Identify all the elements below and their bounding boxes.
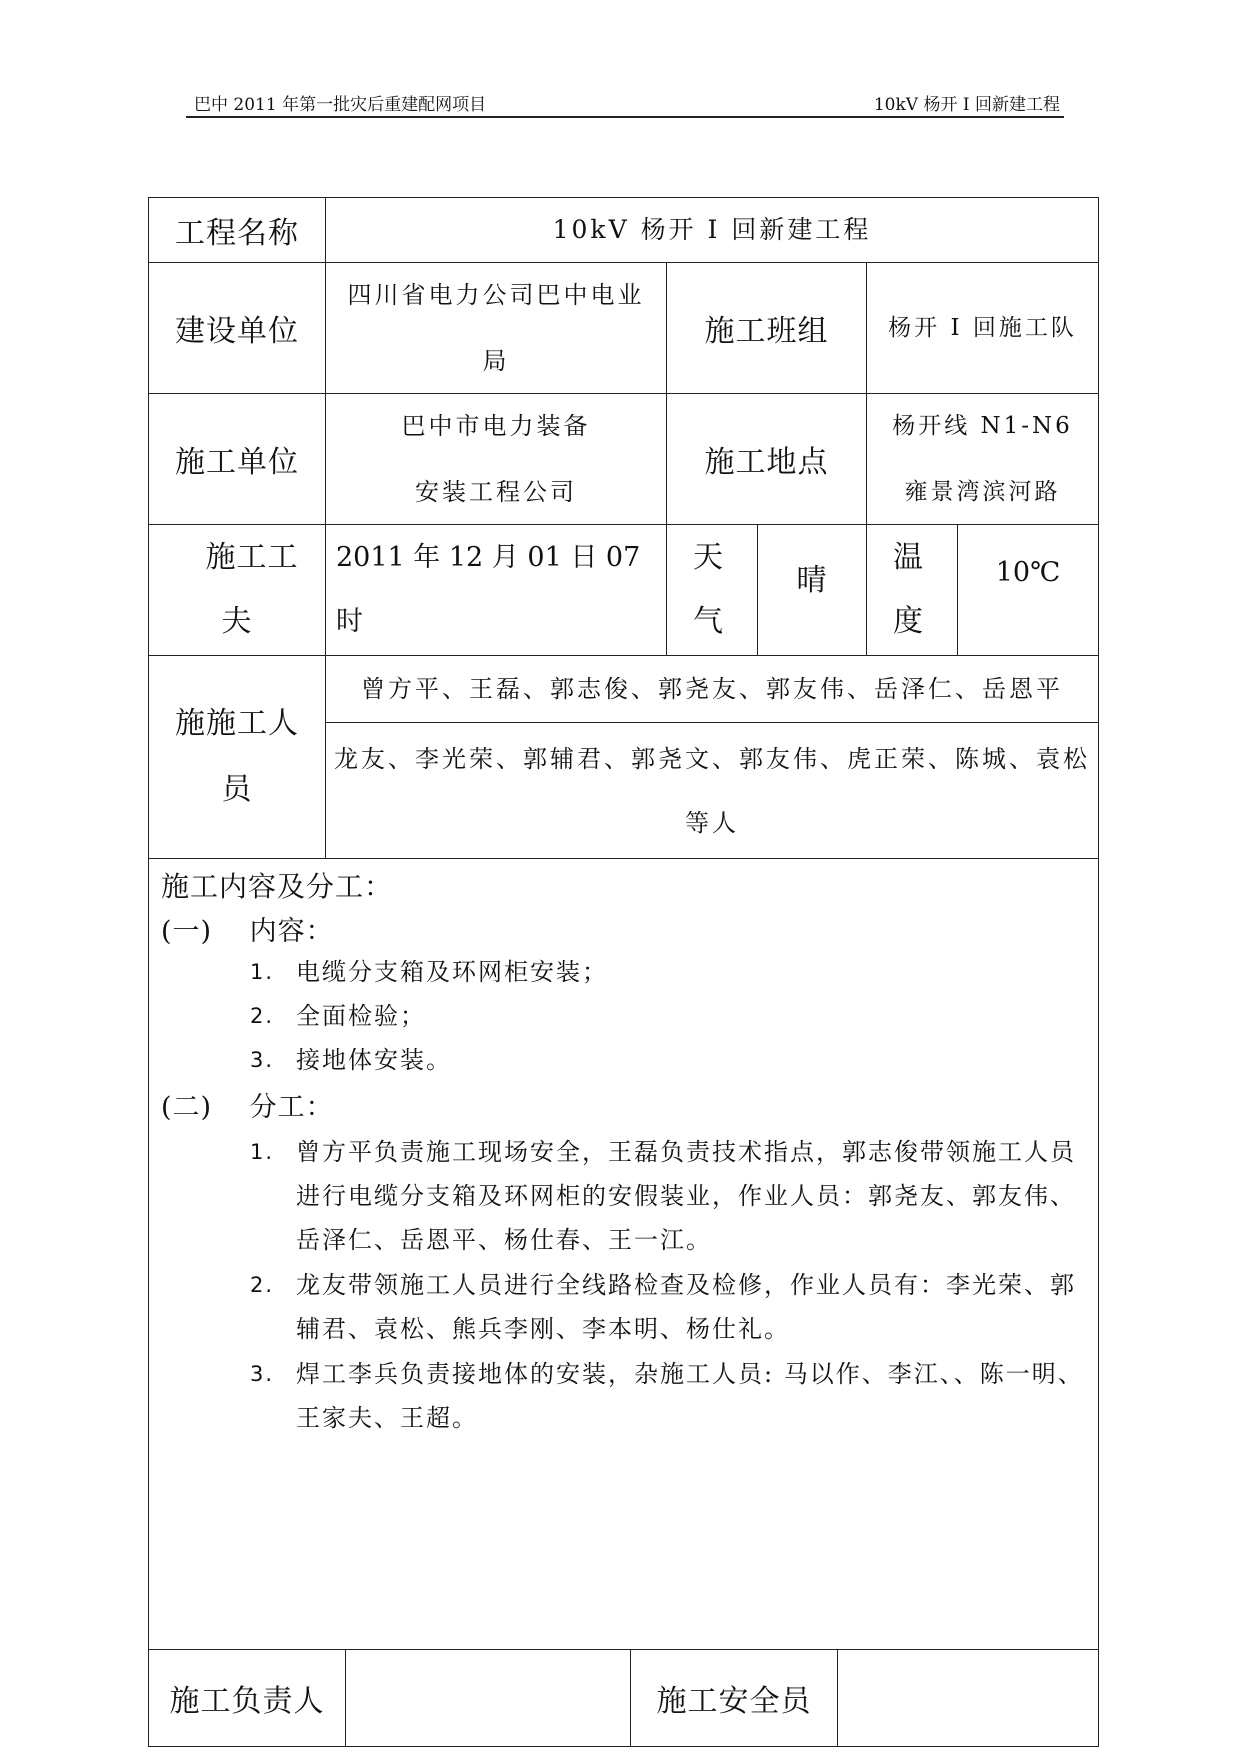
list-item-number: 2. (250, 1004, 275, 1028)
list-item-text: 焊工李兵负责接地体的安装，杂施工人员: 马以作、李江、、陈一明、王家夫、王超。 (296, 1360, 1084, 1432)
safety-officer-field[interactable] (837, 1649, 1099, 1747)
time-label-line-1: 施工工 (205, 540, 299, 575)
list-item (250, 950, 1094, 994)
division-section-title: (二) 分工： (161, 1092, 334, 1123)
temperature-label (866, 524, 958, 656)
list-item (250, 1130, 1094, 1262)
list-item-text: 接地体安装。 (296, 1046, 452, 1074)
site-line-2: 雍景湾滨河路 (904, 479, 1061, 505)
staff-row-2 (325, 722, 1099, 859)
weather-label-line-2: 气 (693, 604, 724, 639)
staff-label-line-1: 施施工人 (175, 706, 299, 741)
time-label-line-2: 夫 (221, 604, 253, 639)
site-leader-field[interactable] (345, 1649, 631, 1747)
list-item-number: 1. (250, 960, 275, 984)
project-name-value: 10kV 杨开 I 回新建工程 (325, 197, 1099, 263)
construction-form (148, 197, 1099, 1747)
site-label: 施工地点 (666, 393, 867, 525)
work-content-area (148, 858, 1099, 1650)
header-project-name: 10kV 杨开 I 回新建工程 (873, 95, 1060, 115)
page-header (186, 86, 1064, 118)
staff-row-1: 曾方平、王磊、郭志俊、郭尧友、郭友伟、岳泽仁、岳恩平 (325, 655, 1099, 723)
staff-row-2-line-2: 等人 (685, 808, 739, 837)
contractor-label: 施工单位 (148, 393, 326, 525)
time-label (148, 524, 326, 656)
content-heading: 施工内容及分工： (161, 870, 394, 903)
weather-label-line-1: 天 (693, 540, 724, 575)
contractor-value (325, 393, 667, 525)
contractor-line-1: 巴中市电力装备 (401, 412, 591, 440)
content-section-title: (一) 内容： (161, 916, 334, 947)
list-item (250, 994, 1094, 1038)
site-leader-label: 施工负责人 (148, 1649, 346, 1747)
list-item (250, 1038, 1094, 1082)
staff-label (148, 655, 326, 859)
time-value-line-1: 2011 年 12 月 01 日 07 (336, 542, 641, 573)
site-value (866, 393, 1099, 525)
weather-value: 晴 (757, 524, 867, 656)
list-item (250, 1263, 1094, 1351)
temperature-label-line-1: 温 (893, 540, 924, 575)
time-value-line-2: 时 (336, 606, 363, 637)
team-value: 杨开 I 回施工队 (866, 262, 1099, 394)
list-item-text: 电缆分支箱及环网柜安装； (296, 958, 608, 986)
list-item-number: 3. (250, 1362, 275, 1386)
project-name-label: 工程名称 (148, 197, 326, 263)
safety-officer-label: 施工安全员 (630, 1649, 838, 1747)
site-line-1: 杨开线 N1-N6 (892, 413, 1073, 439)
construction-unit-line-2: 局 (482, 347, 510, 375)
construction-unit-label: 建设单位 (148, 262, 326, 394)
header-project-batch: 巴中 2011 年第一批灾后重建配网项目 (194, 95, 487, 115)
staff-row-2-line-1: 龙友、李光荣、郭辅君、郭尧文、郭友伟、虎正荣、陈城、袁松 (334, 744, 1090, 773)
construction-unit-value (325, 262, 667, 394)
list-item-number: 3. (250, 1048, 275, 1072)
list-item-text: 龙友带领施工人员进行全线路检查及检修，作业人员有：李光荣、郭辅君、袁松、熊兵李刚、李本明、杨仕礼。 (296, 1271, 1076, 1343)
list-item-text: 曾方平负责施工现场安全，王磊负责技术指点，郭志俊带领施工人员进行电缆分支箱及环网柜的安假装业，作业人员：郭尧友、郭友伟、岳泽仁、岳恩平、杨仕春、王一江。 (296, 1138, 1076, 1254)
temperature-label-line-2: 度 (893, 604, 924, 639)
staff-label-line-2: 员 (221, 772, 253, 807)
temperature-value: 10℃ (957, 524, 1099, 656)
team-label: 施工班组 (666, 262, 867, 394)
list-item (250, 1352, 1094, 1440)
contractor-line-2: 安装工程公司 (415, 478, 577, 506)
weather-label (666, 524, 758, 656)
list-item-number: 2. (250, 1273, 275, 1297)
list-item-text: 全面检验； (296, 1002, 426, 1030)
time-value (325, 524, 667, 656)
list-item-number: 1. (250, 1140, 275, 1164)
construction-unit-line-1: 四川省电力公司巴中电业 (347, 281, 645, 309)
